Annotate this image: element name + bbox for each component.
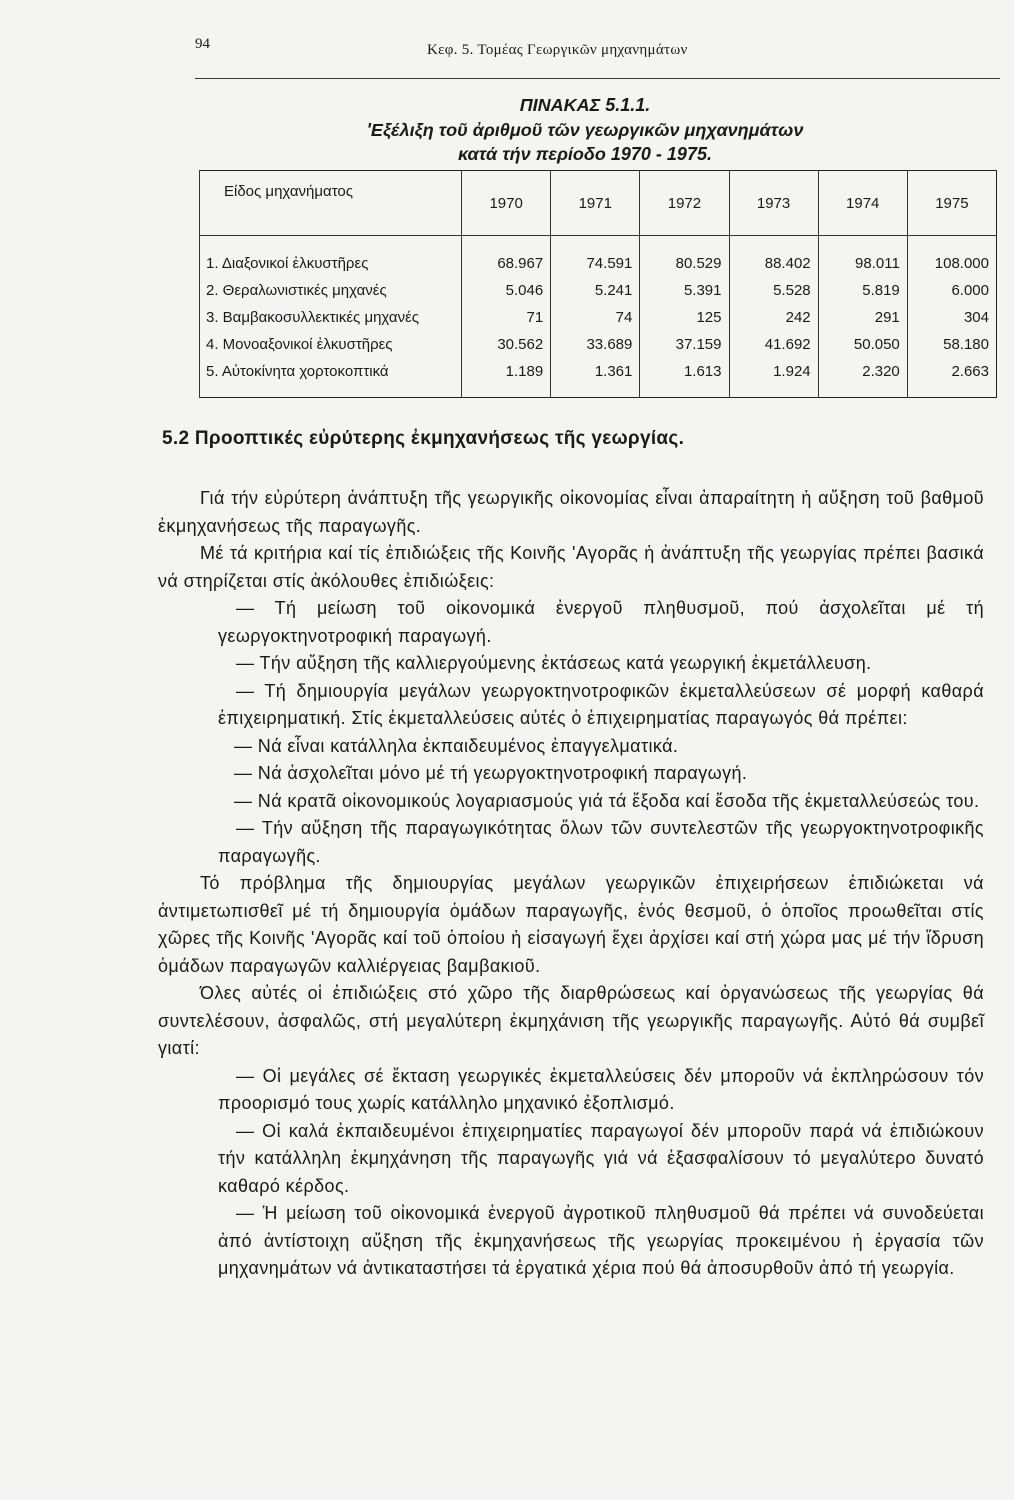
table-cell: 88.402 <box>729 236 818 278</box>
row-label: 1. Διαξονικοί ἐλκυστῆρες <box>200 236 462 278</box>
paragraph: Όλες αὐτές οἱ ἐπιδιώξεις στό χῶρο τῆς διαρθρώσεως καί ὀργανώσεως τῆς γεωργίας θά συντελέσουν, ἀσφαλῶς, στή μεγαλύτερη ἐκμηχάνιση τῆς γεωργικῆς παραγωγῆς. Αὐτό θά συμβεῖ γιατί: <box>158 983 984 1058</box>
table-cell: 5.391 <box>640 277 729 304</box>
list-item: — Ἡ μείωση τοῦ οἰκονομικά ἐνεργοῦ ἀγροτικοῦ πληθυσμοῦ θά πρέπει νά συνοδεύεται ἀπό ἀντίστοιχη αὔξηση τῆς ἐκμηχανήσεως τῆς γεωργίας προκειμένου ἡ ἐργασία τῶν μηχανημάτων νά ἀντικαταστήσει τά ἐργατικά χέρια πού θά ἀποσυρθοῦν ἀπό τή γεωργία. <box>218 1203 984 1278</box>
table-header-row <box>200 171 997 236</box>
table-row <box>200 236 997 278</box>
table-cell: 125 <box>640 304 729 331</box>
list-item: — Τή δημιουργία μεγάλων γεωργοκτηνοτροφικῶν ἐκμεταλλεύσεων σέ μορφή καθαρά ἐπιχειρηματική. Στίς ἐκμεταλλεύσεις αὐτές ὁ ἐπιχειρηματίας παραγωγός θά πρέπει: <box>218 680 984 728</box>
table-header-label: Είδος μηχανήματος <box>200 171 462 236</box>
table-cell: 80.529 <box>640 236 729 278</box>
table-cell: 291 <box>818 304 907 331</box>
year-header: 1972 <box>640 171 729 236</box>
table-cell: 1.361 <box>551 358 640 398</box>
sub-list-item: — Νά εἶναι κατάλληλα ἐκπαιδευμένος ἐπαγγελματικά. <box>234 735 679 756</box>
year-header: 1970 <box>462 171 551 236</box>
table-cell: 74.591 <box>551 236 640 278</box>
table-cell: 5.528 <box>729 277 818 304</box>
list-item: — Τή μείωση τοῦ οἰκονομικά ἐνεργοῦ πληθυσμοῦ, πού ἀσχολεῖται μέ τή γεωργοκτηνοτροφική παραγωγή. <box>218 598 984 646</box>
table-row <box>200 331 997 358</box>
row-label: 4. Μονοαξονικοί ἐλκυστῆρες <box>200 331 462 358</box>
year-header: 1971 <box>551 171 640 236</box>
table-cell: 30.562 <box>462 331 551 358</box>
table-cell: 50.050 <box>818 331 907 358</box>
table-row <box>200 277 997 304</box>
running-title: Κεφ. 5. Τομέας Γεωργικῶν μηχανημάτων <box>427 42 688 58</box>
list-item: — Τήν αὔξηση τῆς παραγωγικότητας ὅλων τῶν συντελεστῶν τῆς γεωργοκτηνοτροφικῆς παραγωγῆς. <box>218 818 984 866</box>
page-number: 94 <box>195 36 210 52</box>
paragraph: Μέ τά κριτήρια καί τίς ἐπιδιώξεις τῆς Κοινῆς 'Αγορᾶς ἡ ἀνάπτυξη τῆς γεωργίας πρέπει βασικά νά στηρίζεται στίς ἀκόλουθες ἐπιδιώξεις: <box>158 543 984 591</box>
machinery-table <box>199 170 997 398</box>
row-label: 2. Θεραλωνιστικές μηχανές <box>200 277 462 304</box>
list-item: — Οἱ καλά ἐκπαιδευμένοι ἐπιχειρηματίες παραγωγοί δέν μποροῦν παρά νά ἐπιδιώκουν τήν κατάλληλη ἐκμηχάνηση τῆς παραγωγῆς γιά νά ἐξασφαλίσουν τό μεγαλύτερο δυνατό καθαρό κέρδος. <box>218 1120 984 1196</box>
table-caption-period: κατά τήν περίοδο 1970 - 1975. <box>458 144 712 164</box>
table-cell: 71 <box>462 304 551 331</box>
section-heading: 5.2 Προοπτικές εὐρύτερης ἐκμηχανήσεως τῆς γεωργίας. <box>162 428 685 449</box>
row-label: 5. Αὐτοκίνητα χορτοκοπτικά <box>200 358 462 398</box>
table-cell: 37.159 <box>640 331 729 358</box>
table-cell: 5.046 <box>462 277 551 304</box>
table-cell: 304 <box>907 304 996 331</box>
sub-list-item: — Νά ἀσχολεῖται μόνο μέ τή γεωργοκτηνοτροφική παραγωγή. <box>234 763 748 783</box>
table-cell: 58.180 <box>907 331 996 358</box>
list-item: — Οἱ μεγάλες σέ ἔκταση γεωργικές ἐκμεταλλεύσεις δέν μποροῦν νά ἐκπληρώσουν τόν προορισμό τους χωρίς κατάλληλο μηχανικό ἐξοπλισμό. <box>218 1065 984 1113</box>
year-header: 1973 <box>729 171 818 236</box>
table-cell: 1.924 <box>729 358 818 398</box>
page-header <box>195 34 1000 79</box>
table-cell: 242 <box>729 304 818 331</box>
table-row <box>200 304 997 331</box>
table-cell: 1.613 <box>640 358 729 398</box>
year-header: 1975 <box>907 171 996 236</box>
sub-list-item: — Νά κρατᾶ οἰκονομικούς λογαριασμούς γιά τά ἔξοδα καί ἔσοδα τῆς ἐκμεταλλεύσεώς του. <box>234 790 980 811</box>
table-cell: 98.011 <box>818 236 907 278</box>
paragraph: Τό πρόβλημα τῆς δημιουργίας μεγάλων γεωργικῶν ἐπιχειρήσεων ἐπιδιώκεται νά ἀντιμετωπισθεῖ μέ τή δημιουργία ὁμάδων παραγωγῆς, ἑνός θεσμοῦ, ὁ ὁποῖος προωθεῖται στίς χῶρες τῆς Κοινῆς 'Αγορᾶς καί τοῦ ὁποίου ἡ εἰσαγωγή ἔχει ἀρχίσει καί στή χώρα μας μέ τήν ἵδρυση ὁμάδων παραγωγῶν καλλιέργειας βαμβακιοῦ. <box>158 873 984 976</box>
table-cell: 2.320 <box>818 358 907 398</box>
table-cell: 74 <box>551 304 640 331</box>
table-cell: 2.663 <box>907 358 996 398</box>
list-item: — Τήν αὔξηση τῆς καλλιεργούμενης ἐκτάσεως κατά γεωργική ἐκμετάλλευση. <box>236 653 872 673</box>
table-cell: 5.819 <box>818 277 907 304</box>
table-cell: 68.967 <box>462 236 551 278</box>
table-cell: 5.241 <box>551 277 640 304</box>
table-cell: 6.000 <box>907 277 996 304</box>
body-text <box>158 485 984 1283</box>
table-row <box>200 358 997 398</box>
year-header: 1974 <box>818 171 907 236</box>
table-caption-title: ΠΙΝΑΚΑΣ 5.1.1. <box>519 95 651 115</box>
table-cell: 33.689 <box>551 331 640 358</box>
table-cell: 108.000 <box>907 236 996 278</box>
row-label: 3. Βαμβακοσυλλεκτικές μηχανές <box>200 304 462 331</box>
table-caption-subtitle: 'Εξέλιξη τοῦ ἀριθμοῦ τῶν γεωργικῶν μηχανημάτων <box>366 120 804 140</box>
table-cell: 1.189 <box>462 358 551 398</box>
table-cell: 41.692 <box>729 331 818 358</box>
paragraph: Γιά τήν εὐρύτερη ἀνάπτυξη τῆς γεωργικῆς οἰκονομίας εἶναι ἀπαραίτητη ἡ αὔξηση τοῦ βαθμοῦ ἐκμηχανήσεως τῆς παραγωγῆς. <box>158 488 984 536</box>
